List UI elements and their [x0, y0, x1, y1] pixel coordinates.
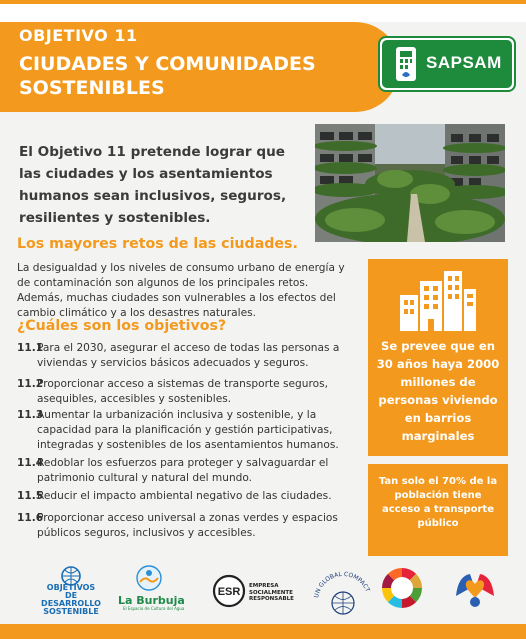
logo-text: SAPSAM — [426, 53, 502, 72]
top-accent-strip — [0, 0, 526, 4]
sapsam-logo — [378, 36, 516, 92]
challenges-text: La desigualdad y los niveles de consumo urbano de energía y de contaminación son algunos de los principales retos. Además, muchas ciudades son vulnerables a los efectos del cambio climático y a los desastres naturales. — [17, 262, 345, 319]
goal-text: Reducir el impacto ambiental negativo de las ciudades. — [37, 490, 332, 502]
ods-logo-text: OBJETIVOS DE DESARROLLO SOSTENIBLE — [41, 583, 101, 616]
goal-item — [17, 511, 362, 541]
goal-text: Proporcionar acceso a sistemas de transporte seguros, asequibles, accesibles y sostenibles. — [37, 378, 328, 405]
burbuja-logo-icon — [135, 564, 163, 594]
goal-item — [17, 377, 362, 407]
goal-number: 11.1 — [17, 342, 44, 354]
burbuja-logo-text: La Burbuja — [118, 594, 185, 607]
goal-number: 11.6 — [17, 512, 44, 524]
burbuja-subtitle: El Espacio de Cultura del Agua — [123, 606, 185, 611]
goal-text: Proporcionar acceso universal a zonas verdes y espacios públicos seguros, inclusivos y accesibles. — [37, 512, 338, 539]
water-tower-icon — [392, 45, 420, 85]
bottom-accent-strip — [0, 624, 526, 639]
city-buildings-icon — [398, 267, 478, 331]
transport-stat-box — [368, 464, 508, 556]
goal-number: 11.5 — [17, 490, 44, 502]
intro-text: El Objetivo 11 pretende lograr que las ciudades y los asentamientos humanos sean inclusivos, seguros, resilientes y sostenibles. — [19, 144, 287, 226]
esr-badge-icon — [209, 574, 249, 608]
goal-item — [17, 408, 362, 453]
sdg-wheel-icon — [380, 566, 424, 610]
goal-number: 11.2 — [17, 378, 44, 390]
goal-item — [17, 489, 362, 504]
slum-stat-text: Se prevee que en 30 años haya 2000 millones de personas viviendo en barrios marginales — [376, 339, 500, 443]
goal-text: Redoblar los esfuerzos para proteger y salvaguardar el patrimonio cultural y natural del mundo. — [37, 457, 329, 484]
goal-item — [17, 456, 362, 486]
hands-heart-icon — [452, 566, 498, 610]
challenges-title: Los mayores retos de las ciudades. — [17, 236, 298, 252]
goal-number: 11.4 — [17, 457, 44, 469]
goal-text: Aumentar la urbanización inclusiva y sostenible, y la capacidad para la planificación y gestión participativas, integradas y sostenibles de los asentamientos humanos. — [37, 409, 339, 451]
slum-stat-box — [368, 259, 508, 456]
un-global-compact-logo — [310, 565, 376, 631]
objective-title: CIUDADES Y COMUNIDADES SOSTENIBLES — [19, 53, 316, 99]
objectives-title: ¿Cuáles son los objetivos? — [17, 318, 227, 334]
objective-number: OBJETIVO 11 — [19, 26, 138, 45]
goal-number: 11.3 — [17, 409, 44, 421]
goal-text: Para el 2030, asegurar el acceso de todas las personas a viviendas y servicios básicos adecuados y seguros. — [37, 342, 340, 369]
esr-logo-text: EMPRESA SOCIALMENTE RESPONSABLE — [249, 583, 294, 602]
goal-item — [17, 341, 362, 371]
transport-stat-text: Tan solo el 70% de la población tiene acceso a transporte público — [378, 476, 498, 529]
svg-text:UN GLOBAL COMPACT: UN GLOBAL COMPACT — [313, 570, 372, 599]
green-building-photo — [315, 124, 505, 242]
svg-text:ESR: ESR — [217, 586, 241, 598]
